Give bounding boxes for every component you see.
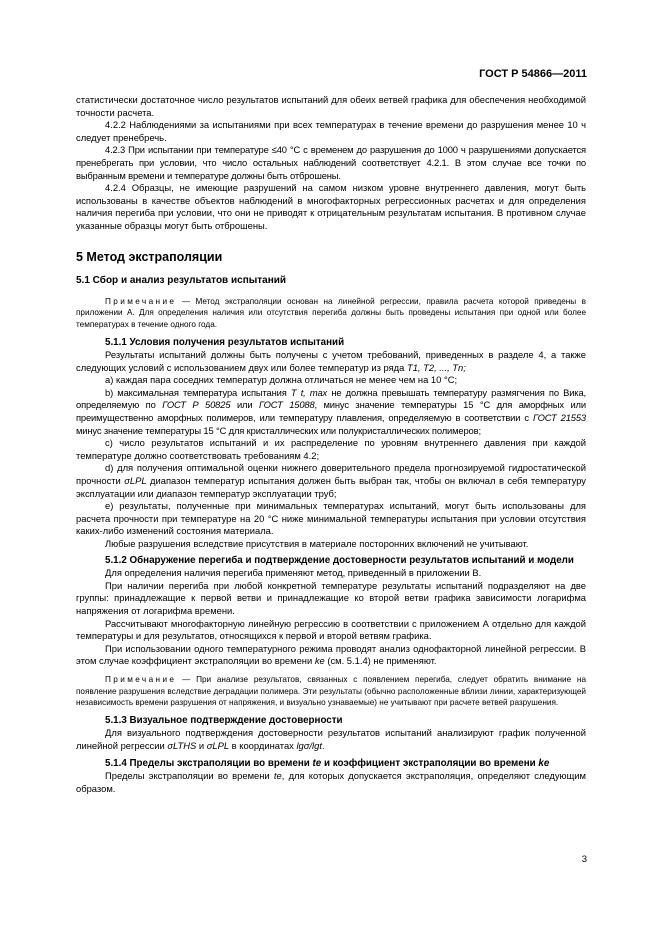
paragraph-5-1-3: Для визуального подтверждения достоверности результатов испытаний анализируют график полученной линейной регрессии σLTHS и σLPL в координатах lgσ/lgt. [76,727,586,751]
doc-code-header: ГОСТ Р 54866—2011 [479,68,587,80]
text-run: Результаты испытаний должны быть получены с учетом требований, приведенных в разделе 4, а также следующих условий с использованием двух или более температур из ряда [76,349,586,373]
paragraph-5-1-2-3: Рассчитывают многофакторную линейную регрессию в соответствии с приложением А отдельно для каждой температуры и для результатов, относящихся к первой и второй ветвям графика. [76,617,586,642]
standard-reference: ГОСТ 21553 [532,412,586,424]
paragraph-5-1-2-2: При наличии перегиба при любой конкретной температуре результаты испытаний подразделяют на две группы: принадлежащие к первой ветви и принадлежащие ко второй ветви графика зависимости логарифма напряжения от логарифма времени. [76,579,586,616]
text-run: минус значение температуры 15 °С для кристаллических или полукристаллических полимеров; [76,424,481,436]
sigma-lpl-symbol: σLPL [124,475,147,487]
tmax-symbol: T t, max [290,386,328,398]
text-run: Пределы экстраполяции во времени [105,770,270,782]
text-run: и коэффициент экстраполяции во времени [323,757,536,769]
text-run: , минус значение температуры 15 °С для аморфных или преимущественно аморфных полимеров, или температуру плавления, определяемую в соответствии с [76,399,586,424]
heading-5-1-3: 5.1.3 Визуальное подтверждение достоверности [105,714,343,726]
sigma-lths-symbol: σLTHS [167,739,197,751]
log-coordinates-symbol: lgσ/lgt [296,739,322,751]
list-item-a: а) каждая пара соседних температур должна отличаться не менее чем на 10 °С; [105,374,458,386]
paragraph-5-1-2-1: Для определения наличия перегиба применяют метод, приведенный в приложении В. [105,567,482,579]
paragraph-foreign-inclusions: Любые разрушения вследствие присутствия в материале посторонних включений не учитывают. [105,538,529,549]
ke-symbol: ke [538,757,550,769]
paragraph-5-1-1 [76,349,586,374]
paragraph-5-1-2-4 [76,643,586,668]
text-run: (см. 5.1.4) не применяют. [327,655,437,667]
heading-5-1-1: 5.1.1 Условия получения результатов испытаний [105,336,345,348]
text-run: и [198,739,205,751]
note-2 [76,674,586,709]
temperature-series-symbol: T1, T2, ..., Tn; [404,361,466,373]
standard-reference: ГОСТ 15088 [258,399,315,411]
list-item-c: с) число результатов испытаний и их распределение по уровням внутреннего давления при каждой температуре должно соответствовать требованиям 4.2; [76,437,586,461]
page-content [76,94,586,795]
paragraph-4-2-2: 4.2.2 Наблюдениями за испытаниями при всех температурах в течение времени до разрушения менее 10 ч следует пренебречь. [76,119,586,143]
text-run: При использовании одного температурного режима проводят анализ однофакторной линейной регрессии. В этом случае коэффициент экстраполяции во времени [76,642,586,667]
note-1-text: — Метод экстраполяции основан на линейной регрессии, правила расчета которой приведены в приложении А. Для определения наличия или отсутствия перегиба должны быть проведены испытания при одной или более температурах в течение одного года. [76,296,586,329]
paragraph-4-2-4: 4.2.4 Образцы, не имеющие разрушений на самом низком уровне внутреннего давления, могут быть использованы в качестве объектов наблюдений в многофакторных регрессионных расчетах и для определения наличия перегиба при условии, что они не приводят к отрицательным результатам испытания. В противном случае указанные образцы могут быть отброшены. [76,182,586,231]
text-run: b) максимальная температура испытания [105,386,287,398]
heading-5-1-4 [76,758,586,771]
text-run: диапазон температур испытания должен быть выбран так, чтобы он включал в себя температуру эксплуатации или диапазон температур эксплуатации труб; [76,475,586,499]
list-item-e: е) результаты, полученные при минимальных температурах испытаний, могут быть использованы для расчета прочности при температуре на 20 °С ниже минимальной температуры испытания при условии отсутствия каких-либо изменений состояния материала. [76,500,586,537]
text-run: , для которых допускается экстраполяция, определяют следующим образом. [76,770,586,794]
text-run: 5.1.4 Пределы экстраполяции во времени [105,757,310,769]
list-item-b [76,387,586,437]
paragraph-5-1-4 [76,770,586,795]
text-run: d) для получения оптимальной оценки нижнего доверительного предела прогнозируемой гидростатической прочности [76,462,586,487]
te-symbol: te [273,770,282,782]
text-run: или [236,399,253,411]
standard-reference: ГОСТ Р 50825 [162,399,231,411]
heading-5-1-2: 5.1.2 Обнаружение перегиба и подтверждение достоверности результатов испытаний и модели [105,554,574,566]
paragraph-4-2-3: 4.2.3 При испытании при температуре ≤40 °С с временем до разрушения до 1000 ч разрушениями допускается пренебрегать при условии, что число остальных наблюдений соответствует 4.2.1. В этом случае все точки по выбранным времени и температуре должны быть отброшены. [76,144,586,181]
text-run: Для визуального подтверждения достоверности результатов испытаний анализируют график полученной линейной регрессии [76,727,586,751]
note-1 [76,296,586,331]
section-5-1-title: 5.1 Сбор и анализ результатов испытаний [76,275,287,287]
note-1-label: Примечание [105,296,177,306]
section-5-title: 5 Метод экстраполяции [76,249,223,264]
text-run: не должна превышать температуру размягчения по Вика, определяемую по [76,386,586,411]
te-symbol: te [312,757,322,769]
page-number: 3 [581,854,587,865]
note-2-text: — При анализе результатов, связанных с появлением перегиба, следует обратить внимание на появление разрушения вследствие деградации полимера. Эти результаты (обычно расположенные вблизи линии, характеризующей независимость времени разрушения от напряжения, и визуально узнаваемые) не учитывают при расчете ветвей разрушения. [76,674,586,708]
note-2-label: Примечание [105,674,177,684]
list-item-d [76,462,586,500]
paragraph-intro: статистически достаточное число результатов испытаний для обеих ветвей графика для обеспечения необходимой точности расчета. [76,94,586,118]
ke-symbol: ke [314,655,325,667]
sigma-lpl-symbol: σLPL [206,739,230,751]
text-run: в координатах [231,739,294,751]
